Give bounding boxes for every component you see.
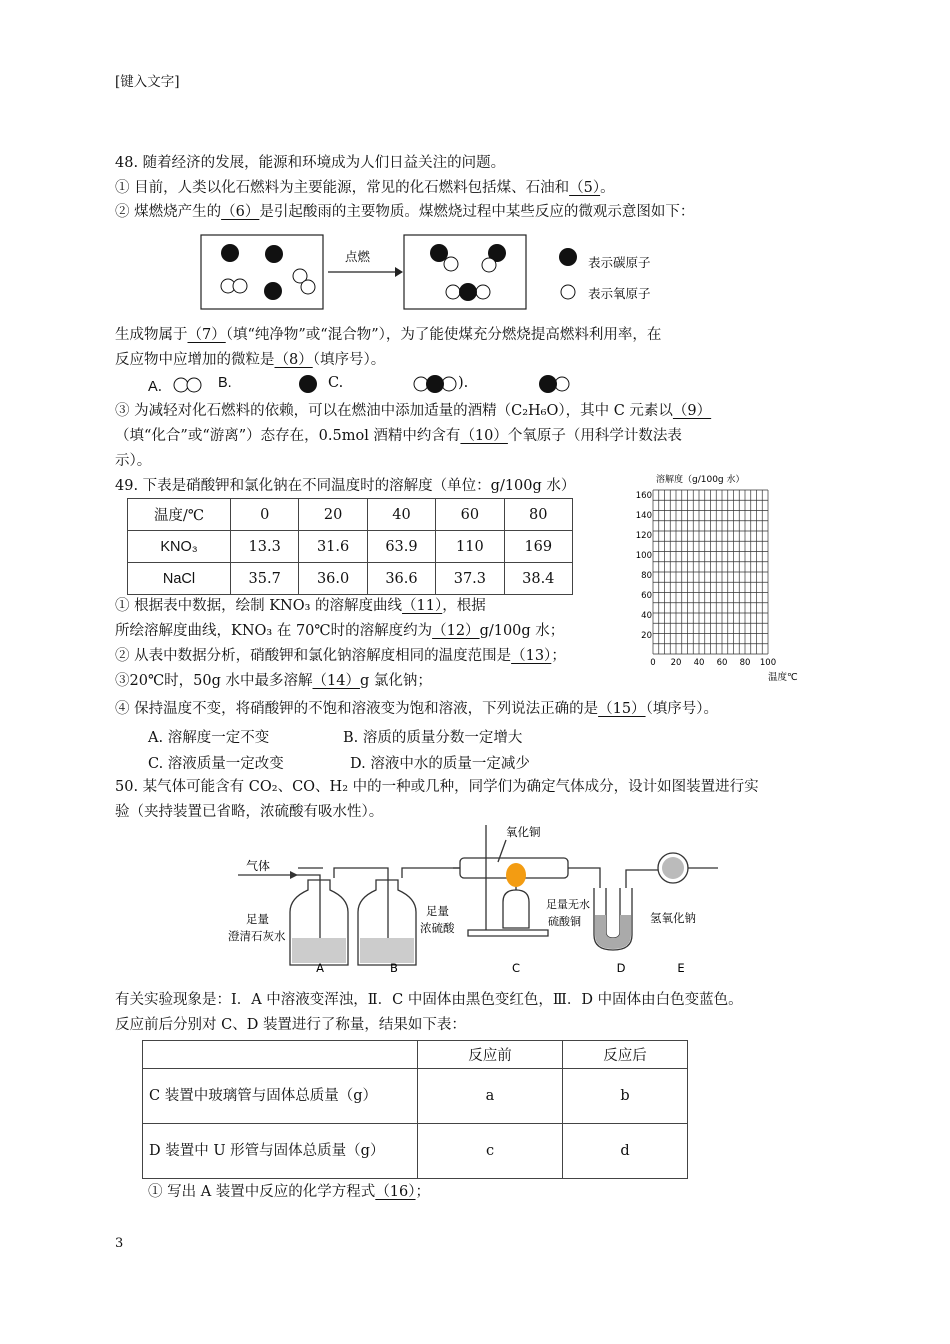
table-cell: 36.0 (299, 563, 367, 595)
label-d1: 足量无水 (546, 898, 590, 911)
q49-sub2: 所绘溶解度曲线，KNO₃ 在 70℃时的溶解度约为（12）g/100g 水； (115, 623, 565, 639)
q48-part3: 生成物属于（7）（填“纯净物”或“混合物”），为了能使煤充分燃烧提高燃料利用率，在 (115, 327, 662, 343)
q49-title: 49. 下表是硝酸钾和氯化钠在不同温度时的溶解度（单位：g/100g 水） (115, 478, 576, 494)
blank-15: （15） (598, 701, 646, 717)
legend-carbon: 表示碳原子 (588, 255, 651, 270)
y-tick: 140 (635, 511, 652, 521)
label-c: 氧化铜 (506, 825, 541, 839)
q48-part5: ③ 为减轻对化石燃料的依赖，可以在燃油中添加适量的酒精（C₂H₆O），其中 C 元素以（9） (115, 403, 712, 419)
x-tick: 60 (716, 658, 728, 668)
letter-b: B (390, 961, 398, 975)
q49-sub1: ① 根据表中数据，绘制 KNO₃ 的溶解度曲线（11），根据 (115, 598, 486, 614)
flame (506, 863, 526, 887)
label-a1: 足量 (246, 912, 269, 926)
oxygen-atom (301, 280, 315, 294)
option-d-molecule (535, 373, 575, 395)
blank-11: （11） (402, 598, 443, 614)
q48-part7: 示）。 (115, 453, 152, 469)
x-tick: 0 (650, 658, 656, 668)
table-header-cell: 80 (504, 499, 572, 531)
q50-phenomena: 有关实验现象是：Ⅰ．A 中溶液变浑浊，Ⅱ．C 中固体由黑色变红色，Ⅲ．D 中固体由白色变蓝色。 (115, 992, 743, 1008)
table-cell: NaCl (128, 563, 231, 595)
oxygen-atom (233, 279, 247, 293)
oxygen-atom (476, 285, 490, 299)
gas-label: 气体 (246, 859, 271, 873)
table-header-cell (143, 1041, 418, 1069)
y-tick: 40 (641, 611, 652, 621)
carbon-atom (221, 244, 239, 262)
option-a-molecule (170, 375, 210, 395)
table-header-cell: 20 (299, 499, 367, 531)
q48-part6: （填“化合”或“游离”）态存在，0.5mol 酒精中约含有（10）个氧原子（用科学计数法表 (115, 428, 682, 444)
graph-ylabel: 溶解度（g/100g 水） (656, 475, 745, 485)
table-cell: 169 (504, 531, 572, 563)
table-row (128, 563, 573, 595)
page-header: [键入文字] (115, 74, 180, 90)
q48-part1: ① 目前，人类以化石燃料为主要能源，常见的化石燃料包括煤、石油和（5）。 (115, 180, 615, 196)
blank-13: （13） (511, 648, 552, 664)
table-cell: C 装置中玻璃管与固体总质量（g） (143, 1069, 418, 1124)
table-row (128, 531, 573, 563)
oxygen-atom (482, 258, 496, 272)
q49-option-c: C. 溶液质量一定改变 (148, 756, 284, 772)
table-header-cell: 0 (231, 499, 299, 531)
q48-title: 48. 随着经济的发展，能源和环境成为人们日益关注的问题。 (115, 155, 506, 171)
y-tick: 100 (635, 551, 652, 561)
arrow-label: 点燃 (345, 249, 371, 264)
table-header-cell: 40 (367, 499, 435, 531)
q50-title-2: 验（夹持装置已省略，浓硫酸有吸水性）。 (115, 804, 384, 820)
letter-c: C (511, 961, 521, 975)
table-row (143, 1124, 688, 1179)
carbon-atom (265, 245, 283, 263)
apparatus-diagram (228, 820, 733, 980)
letter-d: D (616, 961, 626, 975)
y-tick: 20 (641, 631, 652, 641)
label-b2: 浓硫酸 (420, 921, 455, 935)
table-cell: 38.4 (504, 563, 572, 595)
blank-5: （5） (569, 180, 601, 196)
table-cell: b (563, 1069, 688, 1124)
table-header-cell: 温度/℃ (128, 499, 231, 531)
label-d2: 硫酸铜 (548, 915, 581, 928)
table-cell: 37.3 (436, 563, 504, 595)
carbon-atom (264, 282, 282, 300)
table-cell: c (418, 1124, 563, 1179)
label-a2: 澄清石灰水 (228, 929, 286, 943)
q49-option-a: A. 溶解度一定不变 (148, 730, 270, 746)
legend-oxygen: 表示氧原子 (588, 286, 651, 301)
y-tick: 80 (641, 571, 652, 581)
graph-xlabel: 温度℃ (768, 672, 798, 683)
table-header-cell: 反应前 (418, 1041, 563, 1069)
table-cell: D 装置中 U 形管与固体总质量（g） (143, 1124, 418, 1179)
option-a-label: A． (148, 379, 173, 395)
q48-part4: 反应物中应增加的微粒是（8）（填序号）。 (115, 352, 386, 368)
table-cell: KNO₃ (128, 531, 231, 563)
option-c-label: C. (328, 375, 344, 391)
x-tick: 20 (670, 658, 682, 668)
x-tick: 80 (739, 658, 751, 668)
oxygen-atom (446, 285, 460, 299)
option-b-label: B. (218, 375, 232, 391)
table-cell: 110 (436, 531, 504, 563)
blank-6: （6） (221, 204, 260, 220)
table-cell: 31.6 (299, 531, 367, 563)
table-cell: 36.6 (367, 563, 435, 595)
carbon-atom (459, 283, 477, 301)
page-number: 3 (115, 1236, 124, 1251)
table-row (143, 1069, 688, 1124)
blank-14: （14） (312, 673, 360, 689)
table-cell: 35.7 (231, 563, 299, 595)
label-b1: 足量 (426, 904, 449, 918)
blank-9: （9） (672, 403, 712, 419)
q49-sub3: ② 从表中数据分析，硝酸钾和氯化钠溶解度相同的温度范围是（13）； (115, 648, 566, 664)
q49-sub5: ④ 保持温度不变，将硝酸钾的不饱和溶液变为饱和溶液，下列说法正确的是（15）（填序号）。 (115, 701, 719, 717)
table-cell: 63.9 (367, 531, 435, 563)
blank-16: （16） (375, 1184, 416, 1200)
mass-table (142, 1040, 688, 1179)
q49-option-d: D. 溶液中水的质量一定减少 (350, 756, 530, 772)
table-cell: a (418, 1069, 563, 1124)
solubility-grid (628, 468, 798, 683)
q48-part2: ② 煤燃烧产生的（6）是引起酸雨的主要物质。煤燃烧过程中某些反应的微观示意图如下： (115, 204, 695, 220)
reaction-diagram (195, 230, 685, 315)
arrow-head (395, 267, 403, 277)
option-d-label: ). (458, 375, 469, 391)
option-c-molecule (411, 373, 463, 395)
solubility-table (127, 498, 573, 595)
y-tick: 120 (635, 531, 652, 541)
blank-8: （8） (274, 352, 313, 368)
table-cell: d (563, 1124, 688, 1179)
blank-7: （7） (187, 327, 226, 343)
y-tick: 160 (635, 491, 652, 501)
table-header-cell: 60 (436, 499, 504, 531)
option-b-molecule (297, 373, 321, 395)
label-e: 氢氧化钠 (650, 911, 696, 925)
letter-a: A (316, 961, 324, 975)
letter-e: E (677, 961, 685, 975)
q50-title: 50. 某气体可能含有 CO₂、CO、H₂ 中的一种或几种，同学们为确定气体成分，设计如图装置进行实 (115, 779, 759, 795)
blank-10: （10） (460, 428, 508, 444)
blank-12: （12） (432, 623, 480, 639)
oxygen-atom (444, 257, 458, 271)
table-header-cell: 反应后 (563, 1041, 688, 1069)
legend-carbon-icon (559, 248, 577, 266)
q49-sub4: ③20℃时，50g 水中最多溶解（14）g 氯化钠； (115, 673, 432, 689)
table-cell: 13.3 (231, 531, 299, 563)
x-tick: 40 (693, 658, 705, 668)
x-tick: 100 (759, 658, 777, 668)
legend-oxygen-icon (561, 285, 575, 299)
q49-option-b: B. 溶质的质量分数一定增大 (343, 730, 523, 746)
y-tick: 60 (641, 591, 652, 601)
q50-sub1: ① 写出 A 装置中反应的化学方程式（16）； (148, 1184, 431, 1200)
q50-weighing: 反应前后分别对 C、D 装置进行了称量，结果如下表： (115, 1017, 466, 1033)
